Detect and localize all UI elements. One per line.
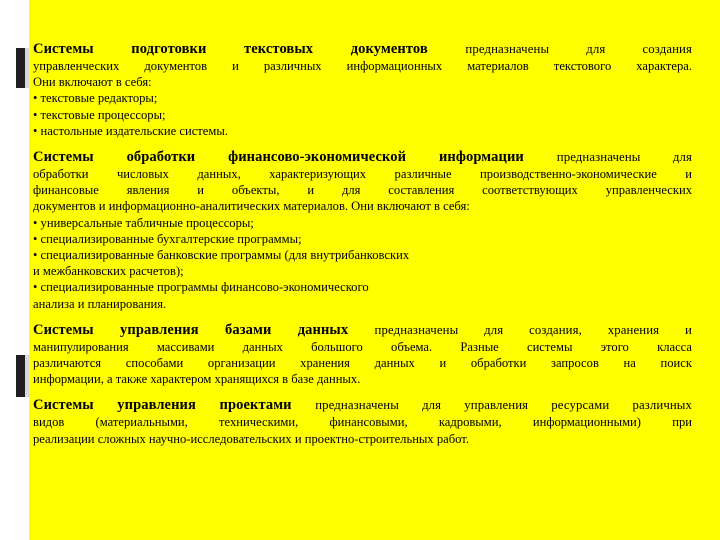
bullet-item: • универсальные табличные процессоры;: [33, 215, 254, 230]
body-text-line: документов и информационно-аналитических материалов. Они включают в себя:: [33, 199, 470, 214]
bullet-item: • специализированные банковские программы (для внутрибанковских: [33, 248, 410, 263]
paragraph: [33, 40, 692, 139]
decorative-bar-middle: [16, 355, 29, 397]
section-title: Системы подготовки текстовых документов: [33, 41, 428, 57]
body-text-line: финансовые явления и объекты, и для составления соответствующих управленческих: [33, 183, 692, 198]
section-intro-text: предназначены для управления ресурсами различных: [315, 398, 692, 413]
bullet-item: • специализированные программы финансово-экономического: [33, 280, 369, 295]
body-text-line: и межбанковских расчетов);: [33, 264, 184, 279]
bullet-item: • специализированные бухгалтерские программы;: [33, 231, 302, 246]
section-intro-text: предназначены для создания, хранения и: [374, 322, 692, 337]
section-title: Системы обработки финансово-экономической информации: [33, 149, 524, 166]
body-text-line: манипулирования массивами данных большого объема. Разные системы этого класса: [33, 339, 692, 354]
paragraph: [33, 148, 692, 312]
paragraph: [33, 321, 692, 388]
section-intro-text: предназначены для создания: [465, 42, 692, 56]
paragraph-heading-line: [33, 396, 692, 414]
paragraph: [33, 396, 692, 446]
bullet-item: • текстовые процессоры;: [33, 107, 166, 122]
paragraph-heading-line: [33, 40, 692, 58]
body-text-line: Они включают в себя:: [33, 75, 152, 90]
body-text-line: различаются способами организации хранения данных и обработки запросов на поиск: [33, 356, 692, 371]
body-text-line: информации, а также характером хранящихся в базе данных.: [33, 372, 361, 387]
body-text-line: видов (материальными, техническими, финансовыми, кадровыми, информационными) при: [33, 415, 692, 430]
section-title: Системы управления базами данных: [33, 321, 349, 338]
bullet-item: • текстовые редакторы;: [33, 91, 158, 106]
paragraph-heading-line: [33, 321, 692, 339]
body-text-line: анализа и планирования.: [33, 296, 167, 311]
body-text-line: управленческих документов и различных информационных материалов текстового характера.: [33, 59, 692, 73]
body-text-line: обработки числовых данных, характеризующих различные производственно-экономические и: [33, 167, 692, 182]
section-title: Системы управления проектами: [33, 397, 292, 414]
paragraph-heading-line: [33, 148, 692, 166]
section-intro-text: предназначены для: [556, 150, 692, 165]
slide-content: [33, 40, 692, 456]
bullet-item: • настольные издательские системы.: [33, 123, 228, 138]
body-text-line: реализации сложных научно-исследовательских и проектно-строительных работ.: [33, 431, 469, 446]
decorative-bar-top: [16, 48, 29, 88]
